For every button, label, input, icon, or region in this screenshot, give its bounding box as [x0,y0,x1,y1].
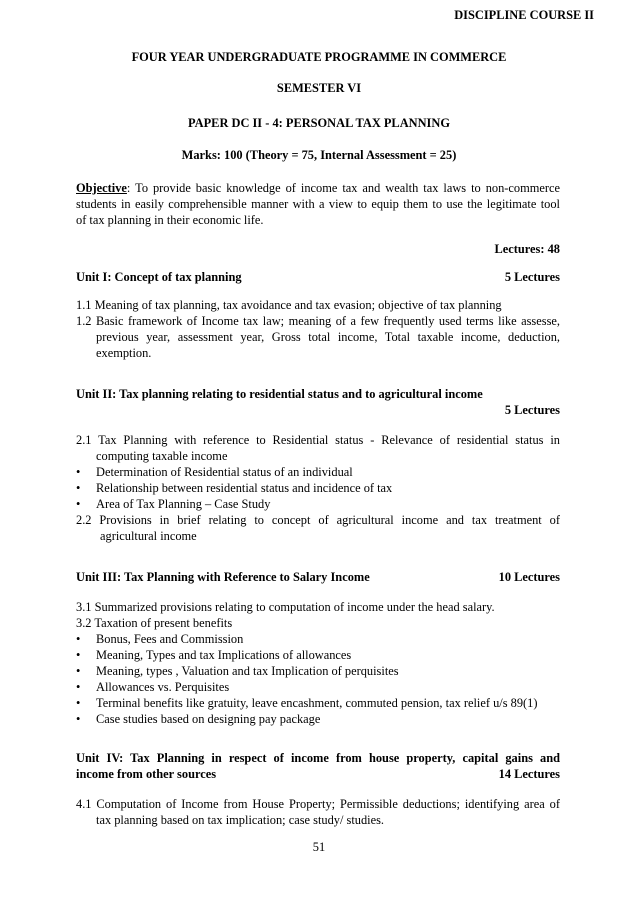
bullet-text: Allowances vs. Perquisites [96,680,230,694]
programme-title: FOUR YEAR UNDERGRADUATE PROGRAMME IN COMMERCE [131,50,507,64]
unit1-title: Unit I: Concept of tax planning [76,270,242,284]
bullet-text: Bonus, Fees and Commission [96,632,244,646]
paper-title: PAPER DC II - 4: PERSONAL TAX PLANNING [188,116,450,130]
unit1-heading [76,270,560,285]
unit1-p2-line2: previous year, assessment year, Gross total income, Total taxable income, deduction, [96,330,560,344]
unit3-bullet [76,664,399,679]
unit2-title: Unit II: Tax planning relating to residential status and to agricultural income [76,387,483,401]
unit4-p1-line2: tax planning based on tax implication; case study/ studies. [96,813,385,827]
unit3-lectures: 10 Lectures [498,570,560,584]
bullet-text: Relationship between residential status and incidence of tax [96,481,393,495]
bullet-icon: • [76,696,81,710]
unit2-bullet [76,465,353,480]
page-number: 51 [312,840,326,854]
unit1-lectures: 5 Lectures [504,270,560,284]
unit2-p2-line1: 2.2 Provisions in brief relating to concept of agricultural income and tax treatment of [76,513,560,527]
bullet-text: Determination of Residential status of an individual [96,465,353,479]
objective-label: Objective [76,181,127,195]
bullet-text: Meaning, Types and tax Implications of allowances [96,648,352,662]
objective-line-2: students in easily comprehensible manner with a view to equip them to use the legitimate tool [76,197,560,211]
unit2-p1-line1: 2.1 Tax Planning with reference to Residential status - Relevance of residential status in [76,433,560,447]
unit2-lectures: 5 Lectures [504,403,560,417]
unit3-bullet [76,696,538,711]
unit1-p2-line3: exemption. [96,346,152,360]
bullet-text: Meaning, types , Valuation and tax Implication of perquisites [96,664,399,678]
unit2-p1-line2: computing taxable income [96,449,228,463]
unit4-p1-line1: 4.1 Computation of Income from House Property; Permissible deductions; identifying area of [76,797,560,811]
unit3-bullet [76,680,229,695]
semester-title: SEMESTER VI [276,81,362,95]
unit2-p2-line2: agricultural income [100,529,197,543]
unit2-bullet [76,497,270,512]
unit4-title-line2: income from other sources [76,767,217,781]
marks-line: Marks: 100 (Theory = 75, Internal Assessment = 25) [181,148,457,162]
unit3-p2: 3.2 Taxation of present benefits [76,616,233,630]
unit3-bullet [76,648,351,663]
bullet-icon: • [76,465,81,479]
bullet-icon: • [76,648,81,662]
lectures-total: Lectures: 48 [494,242,560,256]
unit3-heading [76,570,560,585]
unit3-title: Unit III: Tax Planning with Reference to Salary Income [76,570,370,584]
unit3-bullet [76,632,243,647]
course-header: DISCIPLINE COURSE II [454,8,594,22]
bullet-text: Case studies based on designing pay package [96,712,321,726]
objective-line-1 [76,181,560,196]
unit3-bullet [76,712,320,727]
unit4-title-line1: Unit IV: Tax Planning in respect of income from house property, capital gains and [76,751,560,765]
bullet-icon: • [76,481,81,495]
unit1-p1: 1.1 Meaning of tax planning, tax avoidance and tax evasion; objective of tax planning [76,298,502,312]
unit4-heading-line2 [76,767,560,782]
unit2-bullet [76,481,392,496]
bullet-icon: • [76,712,81,726]
objective-line-3: of tax planning in their economic life. [76,213,264,227]
unit3-p1: 3.1 Summarized provisions relating to computation of income under the head salary. [76,600,495,614]
bullet-icon: • [76,680,81,694]
bullet-text: Terminal benefits like gratuity, leave encashment, commuted pension, tax relief u/s 89(1) [96,696,538,710]
bullet-text: Area of Tax Planning – Case Study [96,497,271,511]
bullet-icon: • [76,497,81,511]
bullet-icon: • [76,664,81,678]
bullet-icon: • [76,632,81,646]
objective-text-1: : To provide basic knowledge of income tax and wealth tax laws to non-commerce [126,181,560,195]
unit4-lectures: 14 Lectures [498,767,560,781]
unit1-p2-line1: 1.2 Basic framework of Income tax law; meaning of a few frequently used terms like assesse, [76,314,560,328]
